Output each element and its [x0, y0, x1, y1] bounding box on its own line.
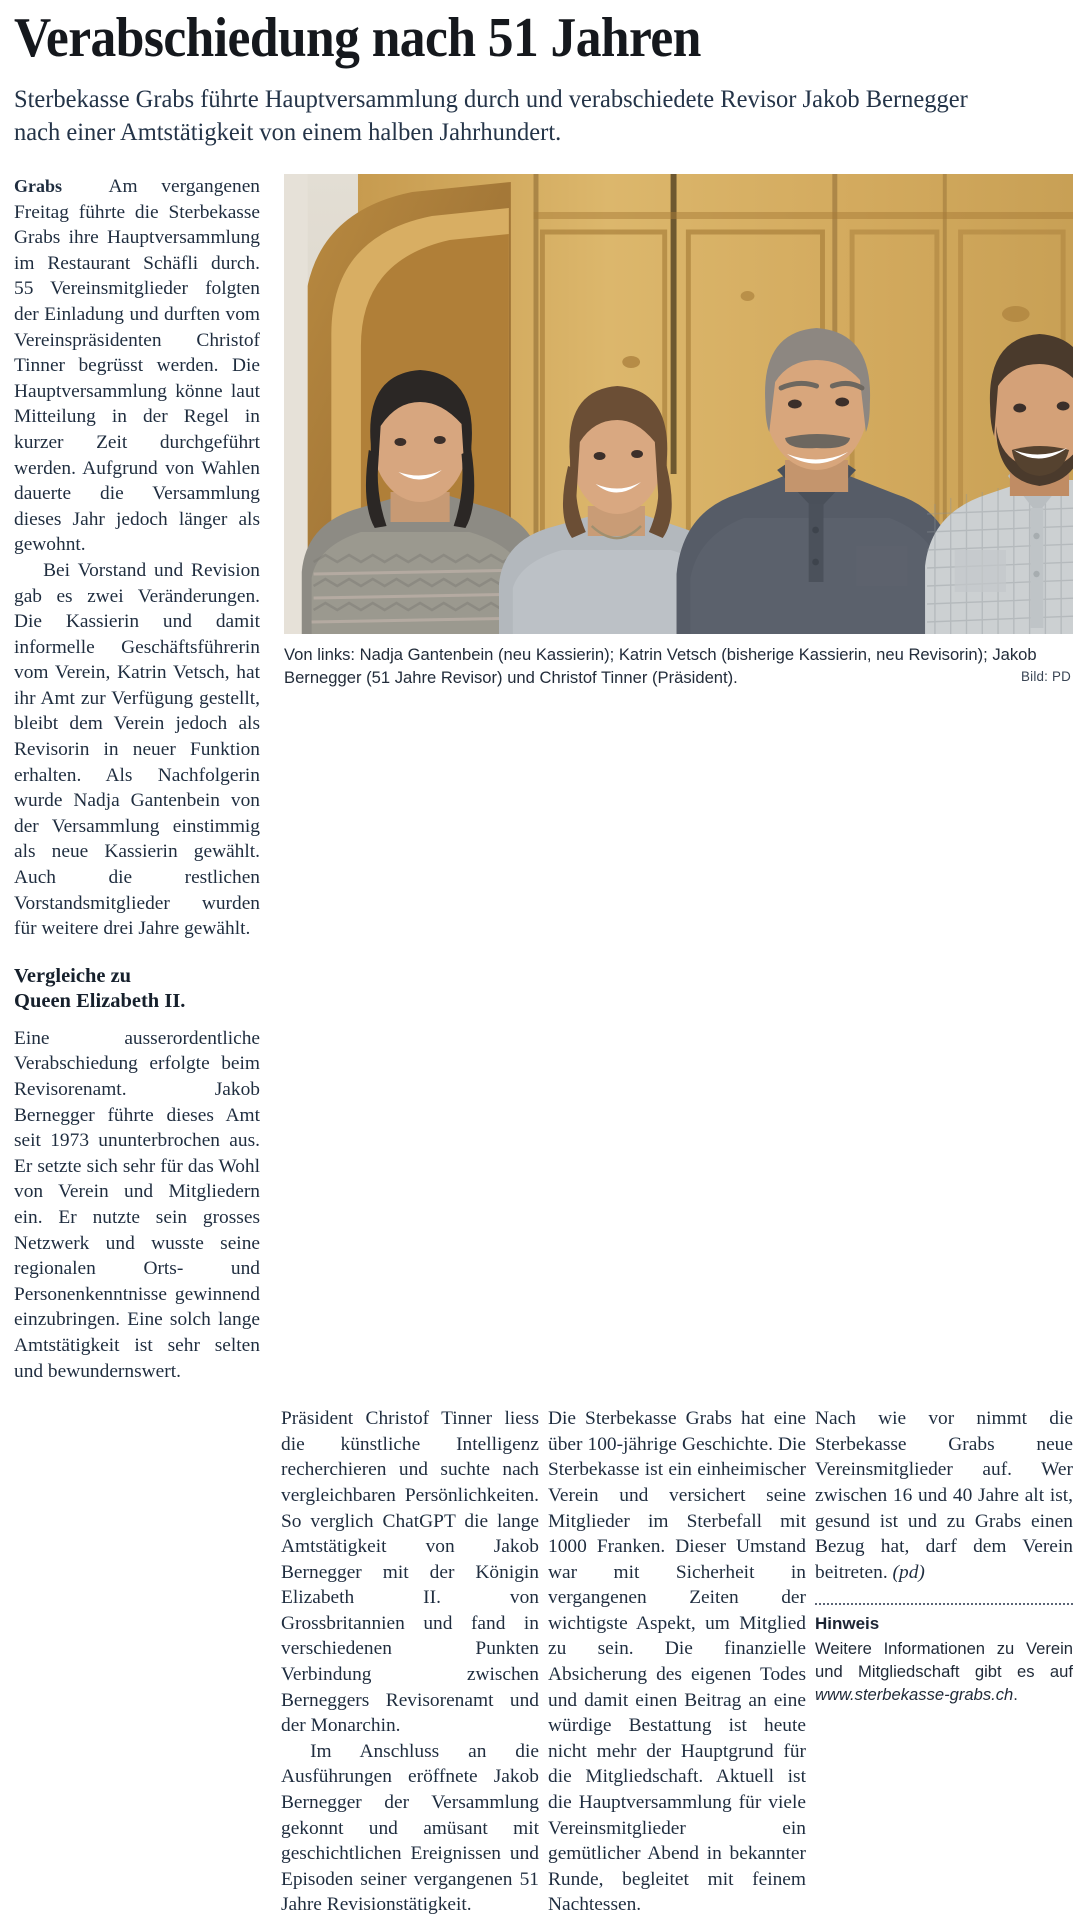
subheading-line-2: Queen Elizabeth II.	[14, 989, 186, 1012]
subheading-line-1: Vergleiche zu	[14, 964, 132, 987]
hinweis-text-after: .	[1013, 1685, 1018, 1705]
photo-illustration	[284, 174, 1073, 634]
column-2	[281, 1406, 539, 1918]
article-subtitle: Sterbekasse Grabs führte Hauptversammlung durch und verabschiedete Revisor Jakob Bernegger nach einer Amtstätigkeit von einem halben Jahrhundert.	[14, 84, 968, 146]
paragraph-3-continued: Präsident Christof Tinner liess die künstliche Intelligenz recherchieren und suchte nach vergleichbaren Persönlichkeiten. So verglich ChatGPT die lange Amtstätigkeit von Jakob Bernegger mit der Königin Elizabeth II. von Grossbritannien und fand in verschiedenen Punkten Verbindung zwischen Berneggers Revisorenamt und der Monarchin.	[281, 1408, 539, 1737]
paragraph-5: Im Anschluss an die Ausführungen eröffnete Jakob Bernegger der Versammlung gekonnt und amüsant mit geschichtlichen Ereignissen und Episoden seiner vergangenen 51 Jahre Revisionstätigkeit.	[281, 1740, 539, 1916]
lead-paragraph	[14, 174, 260, 558]
lead-paragraph-text: Am vergangenen Freitag führte die Sterbekasse Grabs ihre Hauptversammlung im Restaurant Schäfli durch. 55 Vereinsmitglieder folgten der Einladung und durften vom Vereinspräsidenten Christof Tinner begrüsst werden. Die Hauptversammlung könne laut Mitteilung in der Regel in kurzer Zeit durchgeführt werden. Aufgrund von Wahlen dauerte die Versammlung dieses Jahr jedoch länger als gewohnt.	[14, 176, 260, 556]
hinweis-text-before: Weitere Informationen zu Verein und Mitgliedschaft gibt es auf	[815, 1639, 1073, 1682]
column-4	[815, 1406, 1073, 1706]
section-subheading	[14, 964, 260, 1014]
column-1	[14, 174, 272, 1384]
paragraph-6: Die Sterbekasse Grabs hat eine über 100-jährige Geschichte. Die Sterbekasse ist ein einheimischer Verein und versichert seine Mitglieder im Sterbefall mit 1000 Franken. Dieser Umstand war mit Sicherheit in vergangenen Zeiten der wichtigste Aspekt, um Mitglied zu sein. Die finanzielle Absicherung des eigenen Todes und damit einen Beitrag an eine würdige Bestattung ist heute nicht mehr der Hauptgrund für die Mitgliedschaft. Aktuell ist die Hauptversammlung für viele Vereinsmitglieder ein gemütlicher Abend in bekannter Runde, begleitet mit feinem Nachtessen.	[548, 1408, 806, 1916]
page-title: Verabschiedung nach 51 Jahren	[14, 7, 701, 69]
newspaper-article-page	[0, 7, 1087, 1916]
photo-block	[284, 174, 1073, 689]
lower-content-block	[14, 1406, 1073, 1918]
hinweis-url-link[interactable]: www.sterbekasse-grabs.ch	[815, 1685, 1014, 1705]
paragraph-7	[815, 1406, 1073, 1585]
paragraph-7-text: Nach wie vor nimmt die Sterbekasse Grabs neue Vereinsmitglieder auf. Wer zwischen 16 und 40 Jahre alt ist, gesund ist und zu Grabs einen Bezug hat, darf dem Verein beitreten.	[815, 1408, 1073, 1583]
photo-caption-text: Von links: Nadja Gantenbein (neu Kassierin); Katrin Vetsch (bisherige Kassierin, neu Revisorin); Jakob Bernegger (51 Jahre Revisor) und Christof Tinner (Präsident).	[284, 645, 1037, 687]
upper-content-block	[14, 174, 1073, 1384]
article-byline: (pd)	[892, 1561, 925, 1583]
paragraph-2: Bei Vorstand und Revision gab es zwei Veränderungen. Die Kassierin und damit informelle Geschäftsführerin vom Verein, Katrin Vetsch, hat ihr Amt zur Verfügung gestellt, bleibt dem Verein jedoch als Revisorin in neuer Funktion erhalten. Als Nachfolgerin wurde Nadja Gantenbein von der Versammlung einstimmig als neue Kassierin gewählt. Auch die restlichen Vorstandsmitglieder wurden für weitere drei Jahre gewählt.	[14, 559, 260, 940]
column-3	[548, 1406, 806, 1918]
article-photo	[284, 174, 1073, 634]
dateline-label: Grabs	[14, 176, 63, 196]
hinweis-box	[815, 1603, 1073, 1706]
photo-credit: Bild: PD	[1021, 669, 1071, 684]
photo-caption	[284, 643, 1073, 689]
hinweis-title: Hinweis	[815, 1614, 880, 1634]
hinweis-text	[815, 1637, 1073, 1706]
dotted-divider	[815, 1603, 1073, 1605]
paragraph-3: Eine ausserordentliche Verabschiedung erfolgte beim Revisorenamt. Jakob Bernegger führte dieses Amt seit 1973 ununterbrochen aus. Er setzte sich sehr für das Wohl von Verein und Mitgliedern ein. Er nutzte sein grosses Netzwerk und wusste seine regionalen Orts- und Personenkenntnisse gewinnend einzubringen. Eine solch lange Amtstätigkeit ist sehr selten und bewundernswert.	[14, 1027, 260, 1382]
